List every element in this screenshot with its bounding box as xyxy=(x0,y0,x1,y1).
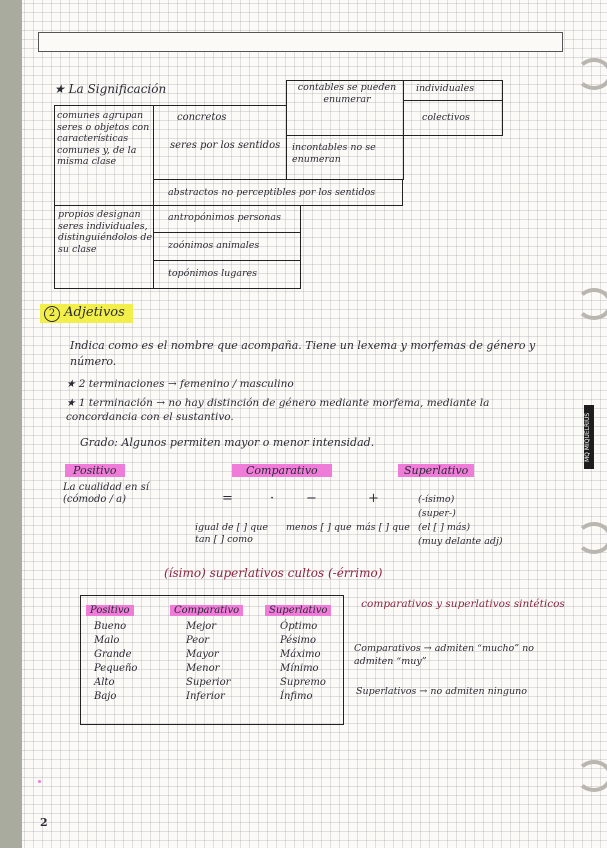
notebook-spine xyxy=(0,0,22,848)
binder-ring xyxy=(576,522,607,554)
table-cell: Pequeño xyxy=(94,663,138,674)
table-cell: Superior xyxy=(186,677,231,688)
table-cell: Mayor xyxy=(186,649,219,660)
label-comparativo: Comparativo xyxy=(232,464,332,477)
table-cell: Inferior xyxy=(186,691,225,702)
symbol-igual: = xyxy=(222,491,233,506)
table-cell: Bueno xyxy=(94,621,127,632)
grado-text: Grado: Algunos permiten mayor o menor intensidad. xyxy=(80,436,375,449)
text-antroponimos: antropónimos personas xyxy=(168,212,281,223)
section-number-badge: 2 xyxy=(44,306,60,322)
text-concretos: concretos xyxy=(177,112,227,123)
text-toponimos: topónimos lugares xyxy=(168,268,258,279)
brand-logo: MQ MIQUELRIUS xyxy=(584,405,594,469)
binder-ring xyxy=(576,58,607,90)
comparativo-igual: igual de [ ] que tan [ ] como xyxy=(195,522,268,545)
section-title-significacion: ★ La Significación xyxy=(54,82,167,96)
table-cell: Grande xyxy=(94,649,132,660)
table-header: Superlativo xyxy=(265,605,331,616)
superlativo-item: (super-) xyxy=(418,508,456,519)
positivo-desc: La cualidad en sí (cómodo / a) xyxy=(63,482,149,505)
label-positivo: Positivo xyxy=(65,464,125,477)
text-seres-sentidos: seres por los sentidos xyxy=(170,140,281,151)
comparativo-mas: más [ ] que xyxy=(356,522,410,533)
isimo-note: (ísimo) superlativos cultos (-érrimo) xyxy=(164,566,383,580)
table-cell: Ínfimo xyxy=(280,691,313,702)
binder-ring xyxy=(576,760,607,792)
table-cell: Peor xyxy=(186,635,209,646)
table-cell: Pésimo xyxy=(280,635,317,646)
table-header: Comparativo xyxy=(170,605,243,616)
notebook-page xyxy=(22,0,607,848)
table-header: Positivo xyxy=(86,605,134,616)
symbol-equal-dot: · xyxy=(270,491,275,506)
sinteticos-superlativos: Superlativos → no admiten ninguno xyxy=(356,686,527,697)
table-cell: Supremo xyxy=(280,677,326,688)
text-contables: contables se pueden enumerar xyxy=(297,82,397,105)
table-cell: Máximo xyxy=(280,649,321,660)
superlativo-item: (-ísimo) xyxy=(418,494,455,505)
label-superlativo: Superlativo xyxy=(398,464,474,477)
sinteticos-title: comparativos y superlativos sintéticos xyxy=(361,598,565,610)
table-cell: Alto xyxy=(94,677,115,688)
text-incontables: incontables no se enumeran xyxy=(292,142,376,165)
ink-dot xyxy=(38,780,41,783)
text-colectivos: colectivos xyxy=(422,112,470,123)
symbol-menos: − xyxy=(306,491,317,506)
table-cell: Mejor xyxy=(186,621,217,632)
text-abstractos: abstractos no perceptibles por los sentidos xyxy=(168,187,376,198)
table-cell: Menor xyxy=(186,663,220,674)
section-title-adjetivos xyxy=(40,304,133,323)
text-comunes: comunes agrupan seres o objetos con características comunes y, de la misma clase xyxy=(57,110,150,167)
text-individuales: individuales xyxy=(416,83,475,94)
terminacion-1: ★ 1 terminación → no hay distinción de género mediante morfema, mediante la concordancia con el sustantivo. xyxy=(66,397,490,423)
header-box xyxy=(38,32,563,52)
superlativo-item: (muy delante adj) xyxy=(418,536,503,547)
table-cell: Óptimo xyxy=(280,621,318,632)
adjetivos-definition: Indica como es el nombre que acompaña. Tiene un lexema y morfemas de género y número. xyxy=(70,339,536,368)
superlativo-item: (el [ ] más) xyxy=(418,522,471,533)
table-cell: Mínimo xyxy=(280,663,319,674)
text-zoonimos: zoónimos animales xyxy=(168,240,260,251)
text-propios: propios designan seres individuales, distinguiéndolos de su clase xyxy=(58,209,153,255)
terminacion-2: ★ 2 terminaciones → femenino / masculino xyxy=(66,378,294,390)
adjetivos-title-text: Adjetivos xyxy=(64,305,125,320)
sinteticos-comparativos: Comparativos → admiten “mucho” no admiten “muy” xyxy=(354,643,534,667)
symbol-mas: + xyxy=(368,491,379,506)
table-cell: Malo xyxy=(94,635,120,646)
binder-ring xyxy=(576,288,607,320)
page-number: 2 xyxy=(40,816,48,829)
table-cell: Bajo xyxy=(94,691,117,702)
comparativo-menos: menos [ ] que xyxy=(286,522,352,533)
